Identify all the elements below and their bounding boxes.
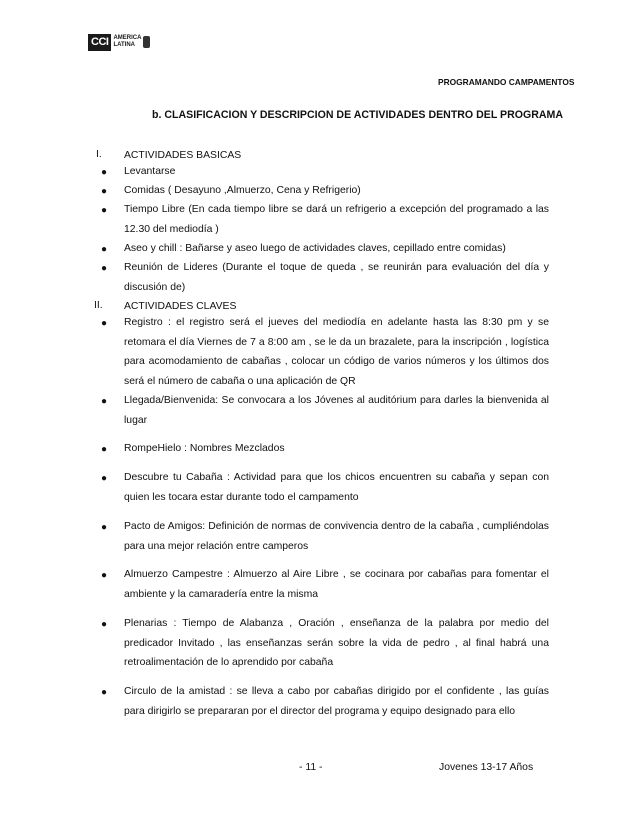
bullet-icon: ● (101, 473, 108, 484)
list-item: Tiempo Libre (En cada tiempo libre se dará un refrigerio a excepción del programado a las 12.30 del mediodía ) (124, 204, 549, 235)
list-item: Llegada/Bienvenida: Se convocara a los Jóvenes al auditórium para darles la bienvenida al lugar (124, 395, 549, 426)
logo-abbr: CCI (88, 34, 111, 51)
list-item: Comidas ( Desayuno ,Almuerzo, Cena y Refrigerio) (124, 185, 361, 196)
bullet-icon: ● (101, 244, 108, 255)
list-item: Registro : el registro será el jueves del mediodía en adelante hasta las 8:30 pm y se retomara el día Viernes de 7 a 8:00 am , se le da un brazalete, para la inscripción , logística para acomodamiento de cabañas , colocar un código de varios números y los últimos dos será el número de cabaña o una aplicación de QR (124, 317, 549, 387)
list-item: Almuerzo Campestre : Almuerzo al Aire Libre , se cocinara por cabañas para fomentar el ambiente y la camaradería entre la misma (124, 569, 549, 600)
list-item: Reunión de Lideres (Durante el toque de queda , se reunirán para evaluación del día y discusión de) (124, 262, 549, 293)
bullet-icon: ● (101, 396, 108, 407)
list-item: Plenarias : Tiempo de Alabanza , Oración , enseñanza de la palabra por medio del predicador Invitado , las enseñanzas serán sobre la vida de pedro , al final habrá una retroalimentación de lo aprendido por cabaña (124, 618, 549, 669)
logo-line2: LATINA (113, 42, 136, 48)
list-item: Pacto de Amigos: Definición de normas de convivencia dentro de la cabaña , cumpliéndolas para una mejor relación entre camperos (124, 521, 549, 552)
bullet-icon: ● (101, 186, 108, 197)
footer-label: Jovenes 13-17 Años (439, 762, 534, 773)
cci-logo (88, 33, 150, 51)
section-heading: ACTIVIDADES CLAVES (124, 301, 237, 312)
section-title: b. CLASIFICACION Y DESCRIPCION DE ACTIVIDADES DENTRO DEL PROGRAMA (152, 109, 564, 121)
bullet-icon: ● (101, 619, 108, 630)
bullet-icon: ● (101, 522, 108, 533)
list-item: Circulo de la amistad : se lleva a cabo por cabañas dirigido por el confidente , las guías para dirigirlo se prepararan por el director del programa y equipo designado para ello (124, 686, 549, 717)
page-number: - 11 - (299, 762, 323, 773)
header-title: PROGRAMANDO CAMPAMENTOS (438, 77, 575, 87)
list-item: Aseo y chill : Bañarse y aseo luego de actividades claves, cepillado entre comidas) (124, 243, 506, 254)
section-numeral: I. (96, 149, 102, 160)
bullet-icon: ● (101, 570, 108, 581)
list-item: Levantarse (124, 166, 176, 177)
list-item: Descubre tu Cabaña : Actividad para que los chicos encuentren su cabaña y sepan con quien les tocara estar durante todo el campamento (124, 472, 549, 503)
bullet-icon: ● (101, 167, 108, 178)
logo-line1: AMERICA (113, 35, 142, 41)
section-numeral: II. (94, 300, 103, 311)
logo-mark-icon (143, 36, 150, 48)
bullet-icon: ● (101, 205, 108, 216)
section-heading: ACTIVIDADES BASICAS (124, 150, 242, 161)
bullet-icon: ● (101, 687, 108, 698)
bullet-icon: ● (101, 444, 108, 455)
bullet-icon: ● (101, 318, 108, 329)
list-item: RompeHielo : Nombres Mezclados (124, 443, 285, 454)
bullet-icon: ● (101, 263, 108, 274)
